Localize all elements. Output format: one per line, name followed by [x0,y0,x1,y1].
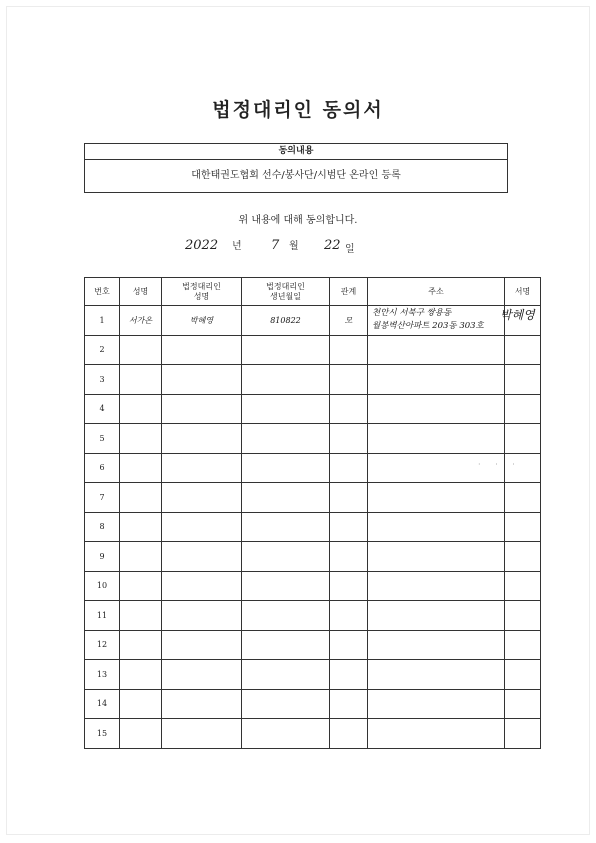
address [372,307,484,333]
row-number: 12 [85,630,120,660]
row-number: 1 [85,306,120,336]
address-cell [368,306,505,336]
row-number: 5 [85,424,120,454]
guardian-birthdate: 810822 [242,306,330,336]
date-month-unit: 월 [289,241,299,252]
row-number: 14 [85,689,120,719]
address-line2: 월봉벽산아파트 203동 303호 [372,321,484,331]
table-row [85,630,541,660]
table-row [85,601,541,631]
relation: 모 [330,306,368,336]
table-row [85,424,541,454]
header-guardian-birth [242,278,330,306]
table-row [85,453,541,483]
date-day-unit: 일 [345,244,355,255]
table-row [85,365,541,395]
table-row [85,660,541,690]
header-guardian-name [162,278,242,306]
table-row [85,512,541,542]
row-number: 7 [85,483,120,513]
row-number: 13 [85,660,120,690]
scan-specks: · · · [478,460,521,469]
table-row [85,483,541,513]
date-year-unit: 년 [232,241,242,252]
header-guardian-birth-line2: 생년월일 [270,291,301,301]
row-number: 10 [85,571,120,601]
table-row [85,335,541,365]
document-title: 법정대리인 동의서 [212,99,384,121]
agreement-statement: 위 내용에 대해 동의합니다. [238,215,358,226]
table-row [85,394,541,424]
row-number: 15 [85,719,120,749]
table-row [85,542,541,572]
header-guardian-name-line1: 법정대리인 [182,281,221,291]
row-number: 3 [85,365,120,395]
row-number: 9 [85,542,120,572]
header-address: 주소 [368,278,505,306]
table-header-row [85,278,541,306]
consent-content-box [84,143,508,193]
address-line1: 천안시 서북구 쌍용동 [372,308,452,318]
header-no: 번호 [85,278,120,306]
table-row [85,571,541,601]
consent-content-header: 동의내용 [85,144,507,160]
row-number: 6 [85,453,120,483]
row-number: 4 [85,394,120,424]
guardian-signature: 박혜영 [500,308,535,322]
date-month-handwritten: 7 [271,238,280,253]
header-signature: 서명 [505,278,541,306]
date-year-handwritten: 2022 [185,238,219,253]
row-number: 11 [85,601,120,631]
row-number: 2 [85,335,120,365]
applicant-name: 서가온 [120,306,162,336]
guardian-name: 박혜영 [162,306,242,336]
date-day-handwritten: 22 [324,238,341,253]
table-row [85,719,541,749]
table-row [85,689,541,719]
header-guardian-birth-line1: 법정대리인 [266,281,305,291]
guardian-table [84,277,541,749]
row-number: 8 [85,512,120,542]
header-guardian-name-line2: 성명 [193,291,210,301]
consent-content-body: 대한태권도협회 선수/봉사단/시범단 온라인 등록 [191,170,401,181]
table-row [85,306,541,336]
header-name: 성명 [120,278,162,306]
date-line [185,236,385,258]
header-relation: 관계 [330,278,368,306]
